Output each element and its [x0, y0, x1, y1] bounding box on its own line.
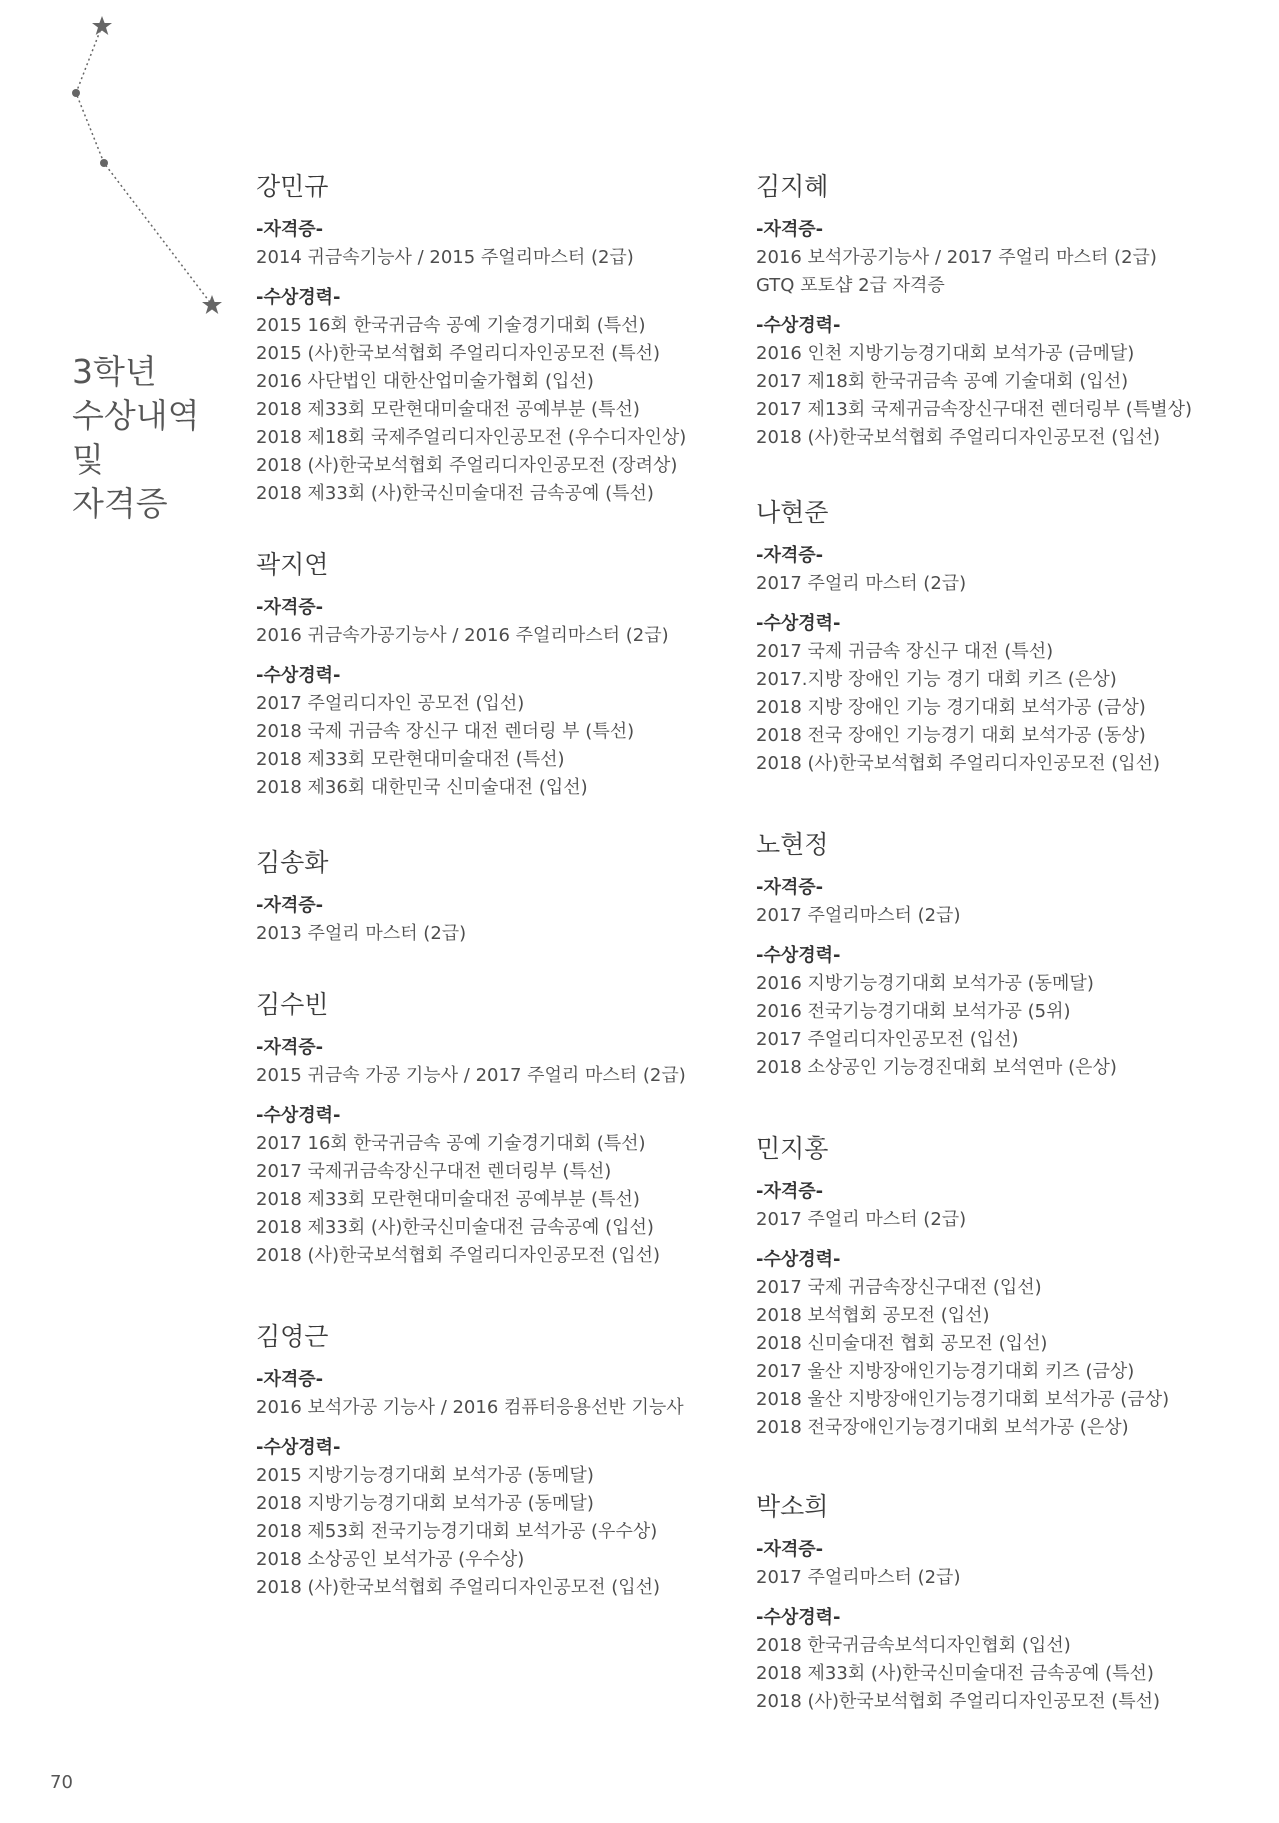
certification-label: -자격증- — [256, 895, 324, 916]
award-item: 2017.지방 장애인 기능 경기 대회 키즈 (은상) — [756, 669, 1117, 690]
certification-section — [256, 892, 726, 948]
award-item: 2018 제36회 대한민국 신미술대전 (입선) — [256, 777, 588, 798]
award-section — [756, 312, 1226, 452]
person-name: 나현준 — [756, 498, 829, 527]
award-item: 2016 전국기능경기대회 보석가공 (5위) — [756, 1001, 1071, 1022]
award-item: 2018 제53회 전국기능경기대회 보석가공 (우수상) — [256, 1521, 658, 1542]
award-item: 2018 제33회 모란현대미술대전 (특선) — [256, 749, 565, 770]
award-item: 2018 지방기능경기대회 보석가공 (동메달) — [256, 1493, 594, 1514]
award-label: -수상경력- — [256, 1437, 341, 1458]
award-item: 2018 제33회 (사)한국신미술대전 금속공예 (입선) — [256, 1217, 654, 1238]
award-item: 2018 (사)한국보석협회 주얼리디자인공모전 (입선) — [256, 1577, 661, 1598]
award-item: 2017 국제 귀금속 장신구 대전 (특선) — [756, 641, 1054, 662]
person-entry — [256, 988, 726, 1270]
award-label: -수상경력- — [256, 287, 341, 308]
award-item: 2017 국제 귀금속장신구대전 (입선) — [756, 1277, 1042, 1298]
person-name: 강민규 — [256, 172, 329, 201]
award-label: -수상경력- — [256, 665, 341, 686]
certification-section — [756, 216, 1226, 300]
certification-label: -자격증- — [756, 545, 824, 566]
award-item: 2018 (사)한국보석협회 주얼리디자인공모전 (입선) — [756, 427, 1161, 448]
award-item: 2018 제18회 국제주얼리디자인공모전 (우수디자인상) — [256, 427, 687, 448]
award-item: 2018 전국 장애인 기능경기 대회 보석가공 (동상) — [756, 725, 1146, 746]
award-item: 2018 국제 귀금속 장신구 대전 렌더링 부 (특선) — [256, 721, 635, 742]
award-section — [756, 610, 1226, 778]
award-item: 2017 16회 한국귀금속 공예 기술경기대회 (특선) — [256, 1133, 646, 1154]
award-item: 2018 제33회 (사)한국신미술대전 금속공예 (특선) — [756, 1663, 1154, 1684]
award-section — [756, 1604, 1226, 1716]
award-item: 2018 (사)한국보석협회 주얼리디자인공모전 (장려상) — [256, 455, 678, 476]
award-item: 2015 16회 한국귀금속 공예 기술경기대회 (특선) — [256, 315, 646, 336]
award-item: 2017 국제귀금속장신구대전 렌더링부 (특선) — [256, 1161, 612, 1182]
certification-item: 2015 귀금속 가공 기능사 / 2017 주얼리 마스터 (2급) — [256, 1065, 686, 1086]
award-label: -수상경력- — [756, 315, 841, 336]
person-name: 노현정 — [756, 830, 829, 859]
certification-item: GTQ 포토샵 2급 자격증 — [756, 275, 945, 296]
award-item: 2018 보석협회 공모전 (입선) — [756, 1305, 990, 1326]
award-section — [256, 1434, 726, 1602]
certification-item: 2016 보석가공기능사 / 2017 주얼리 마스터 (2급) — [756, 247, 1157, 268]
award-item: 2018 한국귀금속보석디자인협회 (입선) — [756, 1635, 1071, 1656]
certification-item: 2017 주얼리마스터 (2급) — [756, 1567, 961, 1588]
award-item: 2017 주얼리디자인공모전 (입선) — [756, 1029, 1019, 1050]
right-column — [756, 170, 1226, 1728]
award-item: 2017 울산 지방장애인기능경기대회 키즈 (금상) — [756, 1361, 1135, 1382]
award-item: 2018 신미술대전 협회 공모전 (입선) — [756, 1333, 1048, 1354]
award-item: 2015 지방기능경기대회 보석가공 (동메달) — [256, 1465, 594, 1486]
page-title-line: 3학년 — [72, 352, 157, 391]
page-number: 70 — [50, 1772, 73, 1793]
person-name: 김영근 — [256, 1322, 329, 1351]
certification-label: -자격증- — [756, 1539, 824, 1560]
page-title — [72, 350, 200, 526]
award-label: -수상경력- — [756, 945, 841, 966]
page-title-line: 자격증 — [72, 484, 168, 523]
award-item: 2018 (사)한국보석협회 주얼리디자인공모전 (입선) — [256, 1245, 661, 1266]
award-item: 2016 인천 지방기능경기대회 보석가공 (금메달) — [756, 343, 1135, 364]
person-name: 박소희 — [756, 1492, 829, 1521]
certification-section — [756, 542, 1226, 598]
award-item: 2018 울산 지방장애인기능경기대회 보석가공 (금상) — [756, 1389, 1170, 1410]
award-item: 2018 지방 장애인 기능 경기대회 보석가공 (금상) — [756, 697, 1146, 718]
award-label: -수상경력- — [256, 1105, 341, 1126]
left-column — [256, 170, 726, 1614]
person-entry — [756, 828, 1226, 1082]
award-item: 2018 소상공인 보석가공 (우수상) — [256, 1549, 525, 1570]
certification-section — [256, 1034, 726, 1090]
certification-label: -자격증- — [756, 1181, 824, 1202]
award-section — [256, 284, 726, 508]
person-name: 민지홍 — [756, 1134, 829, 1163]
certification-label: -자격증- — [256, 1369, 324, 1390]
award-label: -수상경력- — [756, 1607, 841, 1628]
certification-label: -자격증- — [256, 1037, 324, 1058]
person-name: 김송화 — [256, 848, 329, 877]
star-icon — [92, 16, 112, 35]
award-item: 2018 제33회 모란현대미술대전 공예부분 (특선) — [256, 1189, 640, 1210]
certification-section — [256, 594, 726, 650]
certification-item: 2017 주얼리 마스터 (2급) — [756, 1209, 967, 1230]
award-item: 2018 제33회 (사)한국신미술대전 금속공예 (특선) — [256, 483, 654, 504]
award-item: 2018 (사)한국보석협회 주얼리디자인공모전 (입선) — [756, 753, 1161, 774]
person-entry — [256, 846, 726, 948]
certification-section — [756, 1536, 1226, 1592]
person-name: 김지혜 — [756, 172, 829, 201]
certification-item: 2016 귀금속가공기능사 / 2016 주얼리마스터 (2급) — [256, 625, 669, 646]
person-entry — [756, 170, 1226, 452]
award-item: 2018 전국장애인기능경기대회 보석가공 (은상) — [756, 1417, 1129, 1438]
certification-label: -자격증- — [256, 219, 324, 240]
award-item: 2018 (사)한국보석협회 주얼리디자인공모전 (특선) — [756, 1691, 1161, 1712]
person-entry — [256, 170, 726, 508]
certification-item: 2013 주얼리 마스터 (2급) — [256, 923, 467, 944]
award-label: -수상경력- — [756, 613, 841, 634]
award-item: 2016 사단법인 대한산업미술가협회 (입선) — [256, 371, 594, 392]
person-entry — [256, 548, 726, 802]
constellation-decoration — [0, 0, 240, 320]
certification-item: 2016 보석가공 기능사 / 2016 컴퓨터응용선반 기능사 — [256, 1397, 684, 1418]
award-section — [256, 1102, 726, 1270]
award-item: 2017 제13회 국제귀금속장신구대전 렌더링부 (특별상) — [756, 399, 1193, 420]
award-item: 2017 주얼리디자인 공모전 (입선) — [256, 693, 525, 714]
award-section — [256, 662, 726, 802]
person-entry — [756, 1132, 1226, 1442]
page-title-line: 수상내역 — [72, 396, 200, 435]
person-name: 김수빈 — [256, 990, 329, 1019]
certification-section — [256, 216, 726, 272]
certification-section — [756, 874, 1226, 930]
award-item: 2016 지방기능경기대회 보석가공 (동메달) — [756, 973, 1094, 994]
award-section — [756, 942, 1226, 1082]
award-item: 2015 (사)한국보석협회 주얼리디자인공모전 (특선) — [256, 343, 661, 364]
person-entry — [756, 496, 1226, 778]
award-section — [756, 1246, 1226, 1442]
certification-label: -자격증- — [256, 597, 324, 618]
person-name: 곽지연 — [256, 550, 329, 579]
page-title-line: 및 — [72, 440, 104, 479]
person-entry — [756, 1490, 1226, 1716]
award-label: -수상경력- — [756, 1249, 841, 1270]
certification-item: 2017 주얼리마스터 (2급) — [756, 905, 961, 926]
certification-section — [756, 1178, 1226, 1234]
certification-label: -자격증- — [756, 219, 824, 240]
award-item: 2017 제18회 한국귀금속 공예 기술대회 (입선) — [756, 371, 1129, 392]
certification-section — [256, 1366, 726, 1422]
award-item: 2018 소상공인 기능경진대회 보석연마 (은상) — [756, 1057, 1117, 1078]
certification-item: 2014 귀금속기능사 / 2015 주얼리마스터 (2급) — [256, 247, 634, 268]
award-item: 2018 제33회 모란현대미술대전 공예부분 (특선) — [256, 399, 640, 420]
certification-item: 2017 주얼리 마스터 (2급) — [756, 573, 967, 594]
star-icon — [202, 295, 222, 314]
certification-label: -자격증- — [756, 877, 824, 898]
person-entry — [256, 1320, 726, 1602]
